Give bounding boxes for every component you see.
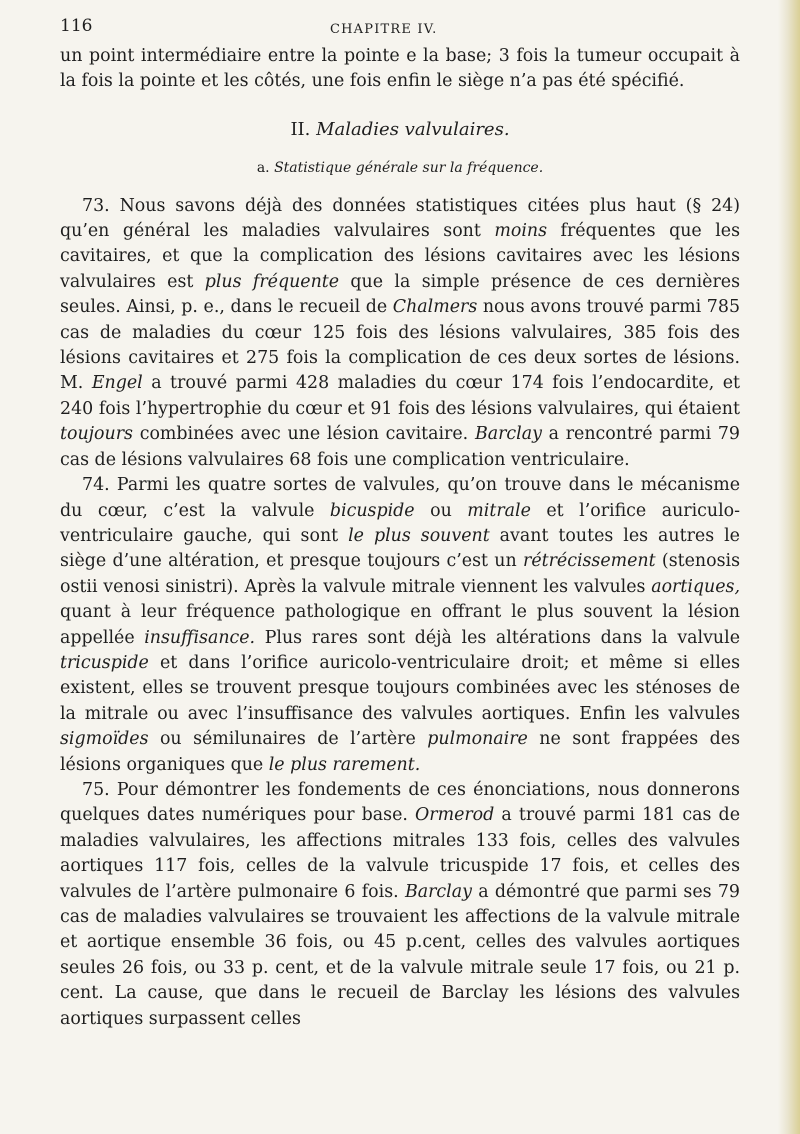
text-run: quant à leur fréquence pathologique en offrant le plus souvent la lésion appellée [60, 602, 740, 648]
emphasis: pulmonaire [427, 729, 528, 750]
book-page [60, 14, 740, 1032]
emphasis: Barclay [474, 424, 542, 445]
text-run: a démontré que parmi ses 79 cas de maladies valvulaires se trouvaient les affections de la valvule mitrale et aortique ensemble 36 fois, ou 45 p.cent, celles des valvules aortiques seules 26 fois, ou 33 p. cent, et de la valvule mitrale seule 17 fois, ou 21 p. cent. La cause, que dans le recueil de Barclay les lésions des valvules aortiques surpassent celles [60, 881, 740, 1029]
paragraph-73 [60, 194, 740, 473]
text-run: (stenosis ostii venosi sinistri). Après la valvule mitrale viennent les valvules [60, 551, 740, 597]
subsection-title: Statistique générale sur la fréquence. [274, 160, 544, 177]
text-run: que la simple présence de ces dernières seules. Ainsi, p. e., dans le recueil de [60, 271, 740, 318]
emphasis: le plus rarement. [268, 754, 421, 775]
emphasis: aortiques, [651, 576, 740, 597]
text-run: ou sémilunaires de l’artère [148, 729, 428, 750]
emphasis: Ormerod [415, 805, 495, 826]
emphasis: insuffisance. [144, 627, 256, 648]
emphasis: sigmoïdes [60, 729, 149, 750]
text-run: nous avons trouvé parmi 785 cas de maladies du cœur 125 fois des lésions valvulaires, 385 fois des lésions cavitaires et 275 fois la complication de ces deux sortes de lésions. M. [60, 297, 741, 394]
chapter-title: CHAPITRE IV. [330, 22, 438, 37]
text-run: et l’orifice auriculo-ventriculaire gauche, qui sont [60, 500, 740, 546]
emphasis: rétrécissement [523, 551, 656, 572]
text-run: a rencontré parmi 79 cas de lésions valvulaires 68 fois une complication ventriculaire. [60, 424, 740, 470]
text-run: Plus rares sont déjà les altérations dans la valvule [255, 627, 740, 648]
emphasis: le plus souvent [348, 525, 490, 546]
intro-paragraph: un point intermédiaire entre la pointe e la base; 3 fois la tumeur occupait à la fois la pointe et les côtés, une fois enfin le siège n’a pas été spécifié. [60, 46, 740, 92]
text-run: combinées avec une lésion cavitaire. [132, 424, 475, 445]
text-run: avant toutes les autres le siège d’une altération, et presque toujours c’est un [60, 525, 740, 572]
text-run: 75. Pour démontrer les fondements de ces énonciations, nous donnerons quelques dates numériques pour base. [60, 779, 740, 826]
section-heading [60, 117, 740, 142]
subsection-letter: a. [256, 160, 270, 177]
emphasis: Chalmers [392, 297, 478, 318]
page-number: 116 [60, 16, 93, 36]
text-run: a trouvé parmi 181 cas de maladies valvulaires, les affections mitrales 133 fois, celles des valvules aortiques 117 fois, celles de la valvule tricuspide 17 fois, et celles des valvules de l’artère pulmonaire 6 fois. [60, 805, 740, 902]
emphasis: plus fréquente [204, 271, 340, 292]
emphasis: Barclay [404, 881, 472, 902]
emphasis: bicuspide [329, 500, 415, 521]
paragraph-75 [60, 778, 740, 1032]
text-run: a trouvé parmi 428 maladies du cœur 174 fois l’endocardite, et 240 fois l’hypertrophie du cœur et 91 fois des lésions valvulaires, qui étaient [60, 373, 740, 419]
section-number: II. [290, 118, 311, 140]
paragraph-74 [60, 473, 740, 778]
emphasis: Engel [91, 373, 143, 394]
emphasis: toujours [60, 424, 133, 445]
emphasis: tricuspide [60, 652, 149, 673]
text-run: 74. Parmi les quatre sortes de valvules, qu’on trouve dans le mécanisme du cœur, c’est la valvule [60, 475, 740, 521]
page-edge-shadow [778, 0, 800, 1134]
emphasis: mitrale [467, 500, 531, 521]
text-run: et dans l’orifice auricolo-ventriculaire droit; et même si elles existent, elles se trouvent presque toujours combinées avec les sténoses de la mitrale ou avec l’insuffisance des valvules aortiques. Enfin les valvules [60, 652, 740, 724]
text-run: fréquentes que les cavitaires, et que la complication des lésions cavitaires avec les lésions valvulaires est [60, 221, 741, 292]
running-head [60, 14, 740, 38]
text-run: ou [414, 500, 468, 521]
section-title: Maladies valvulaires. [316, 118, 510, 140]
subsection-heading [60, 156, 740, 181]
text-run: 73. Nous savons déjà des données statistiques citées plus haut (§ 24) qu’en général les maladies valvulaires sont [60, 195, 740, 242]
emphasis: moins [494, 221, 548, 242]
text-run: ne sont frappées des lésions organiques que [60, 729, 740, 775]
